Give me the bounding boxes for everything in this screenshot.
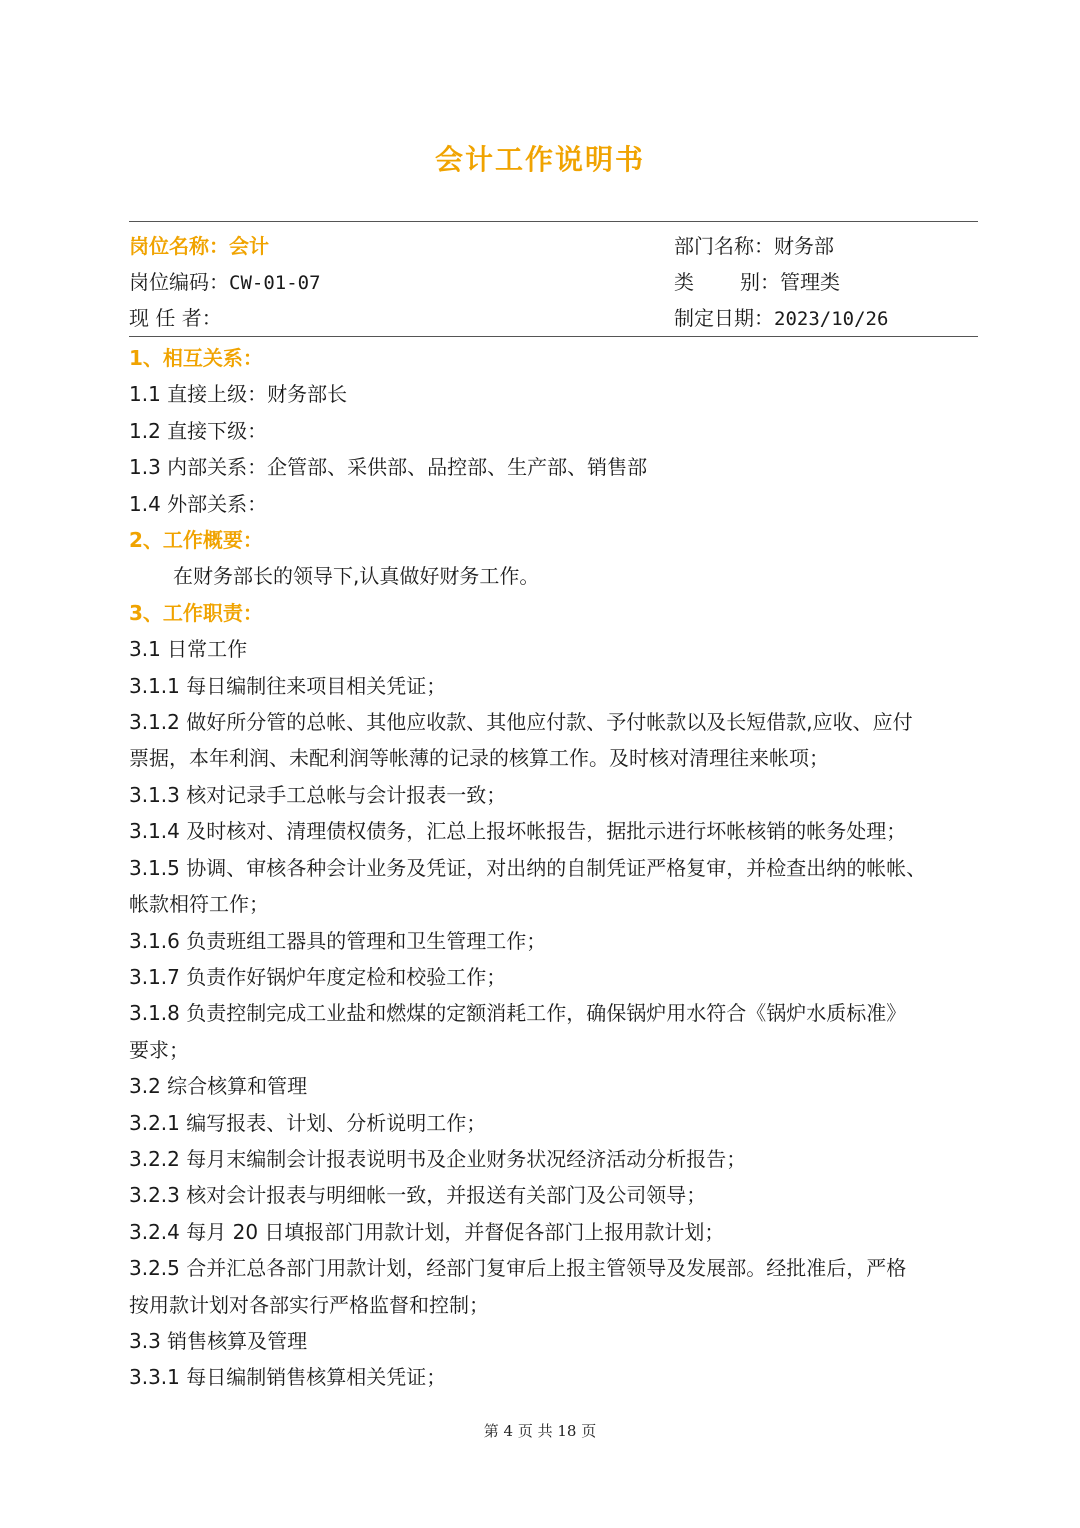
position-code bbox=[129, 264, 321, 301]
overview-text: 在财务部长的领导下,认真做好财务工作。 bbox=[173, 564, 540, 589]
item-3-3-1: 3.3.1 每日编制销售核算相关凭证； bbox=[129, 1365, 447, 1390]
section-heading-overview: 2、工作概要： bbox=[129, 528, 263, 553]
position-name bbox=[129, 228, 269, 264]
item-3-1: 3.1 日常工作 bbox=[129, 637, 248, 662]
item-3-2-5-line-2: 按用款计划对各部实行严格监督和控制； bbox=[129, 1292, 489, 1317]
info-row-1 bbox=[129, 228, 978, 264]
item-1-1: 1.1 直接上级：财务部长 bbox=[129, 382, 348, 407]
section-heading-duties: 3、工作职责： bbox=[129, 600, 263, 625]
department-value: 财务部 bbox=[774, 234, 834, 258]
document-body bbox=[129, 340, 981, 1396]
section-heading-relations: 1、相互关系： bbox=[129, 346, 263, 370]
info-row-2 bbox=[129, 264, 978, 300]
item-3-1-2-line-1: 3.1.2 做好所分管的总帐、其他应收款、其他应付款、予付帐款以及长短借款,应收、应付 bbox=[129, 710, 913, 735]
item-1-4: 1.4 外部关系： bbox=[129, 491, 268, 516]
category bbox=[674, 264, 840, 300]
incumbent bbox=[129, 300, 222, 336]
department-label: 部门名称： bbox=[674, 234, 774, 258]
item-1-2: 1.2 直接下级： bbox=[129, 418, 268, 443]
item-3-1-5-line-2: 帐款相符工作； bbox=[129, 892, 269, 917]
incumbent-label: 现 任 者： bbox=[129, 306, 222, 330]
position-code-value: CW-01-07 bbox=[229, 272, 321, 294]
item-3-2: 3.2 综合核算和管理 bbox=[129, 1074, 308, 1099]
item-3-3: 3.3 销售核算及管理 bbox=[129, 1328, 308, 1353]
item-3-1-6: 3.1.6 负责班组工器具的管理和卫生管理工作； bbox=[129, 928, 547, 953]
item-1-3: 1.3 内部关系：企管部、采供部、品控部、生产部、销售部 bbox=[129, 455, 648, 480]
department bbox=[674, 228, 834, 264]
item-3-1-7: 3.1.7 负责作好锅炉年度定检和校验工作； bbox=[129, 964, 507, 989]
item-3-2-3: 3.2.3 核对会计报表与明细帐一致，并报送有关部门及公司领导； bbox=[129, 1183, 707, 1208]
item-3-1-4: 3.1.4 及时核对、清理债权债务，汇总上报坏帐报告，据批示进行坏帐核销的帐务处理； bbox=[129, 819, 907, 844]
date-value: 2023/10/26 bbox=[774, 308, 889, 330]
item-3-2-4: 3.2.4 每月 20 日填报部门用款计划，并督促各部门上报用款计划； bbox=[129, 1219, 725, 1244]
item-3-1-8-line-2: 要求； bbox=[129, 1037, 189, 1062]
item-3-1-1: 3.1.1 每日编制往来项目相关凭证； bbox=[129, 673, 447, 698]
item-3-2-2: 3.2.2 每月末编制会计报表说明书及企业财务状况经济活动分析报告； bbox=[129, 1146, 747, 1171]
date-label: 制定日期： bbox=[674, 306, 774, 330]
item-3-2-1: 3.2.1 编写报表、计划、分析说明工作； bbox=[129, 1110, 487, 1135]
category-label-1: 类 bbox=[674, 270, 694, 294]
page-footer: 第 4 页 共 18 页 bbox=[483, 1422, 597, 1440]
category-value: 管理类 bbox=[780, 270, 840, 294]
item-3-1-2-line-2: 票据，本年利润、未配利润等帐薄的记录的核算工作。及时核对清理往来帐项； bbox=[129, 746, 829, 771]
document-title: 会计工作说明书 bbox=[434, 143, 645, 176]
date bbox=[674, 300, 888, 337]
position-name-label: 岗位名称： bbox=[129, 234, 229, 258]
item-3-2-5-line-1: 3.2.5 合并汇总各部门用款计划，经部门复审后上报主管领导及发展部。经批准后，严格 bbox=[129, 1256, 907, 1281]
item-3-1-8-line-1: 3.1.8 负责控制完成工业盐和燃煤的定额消耗工作，确保锅炉用水符合《锅炉水质标准》 bbox=[129, 1001, 907, 1026]
info-row-3 bbox=[129, 300, 978, 336]
item-3-1-5-line-1: 3.1.5 协调、审核各种会计业务及凭证，对出纳的自制凭证严格复审，并检查出纳的帐帐、 bbox=[129, 855, 927, 880]
header-bottom-rule bbox=[129, 336, 978, 337]
category-label-2: 别： bbox=[740, 270, 780, 294]
item-3-1-3: 3.1.3 核对记录手工总帐与会计报表一致； bbox=[129, 782, 507, 807]
position-code-label: 岗位编码： bbox=[129, 270, 229, 294]
position-name-value: 会计 bbox=[229, 234, 269, 258]
header-top-rule bbox=[129, 221, 978, 222]
